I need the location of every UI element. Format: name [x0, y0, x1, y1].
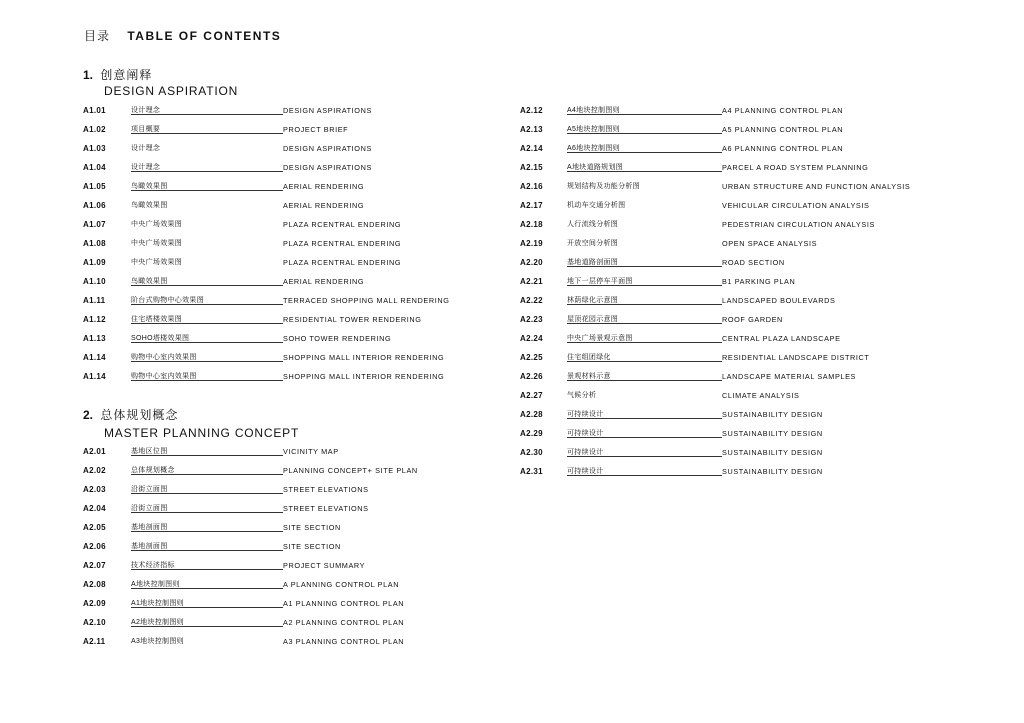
toc-entry-title-en: TERRACED SHOPPING MALL RENDERING — [283, 296, 450, 305]
toc-entry-title-cn: 阶台式购物中心效果图 — [131, 297, 204, 304]
toc-entry — [83, 143, 503, 155]
toc-entry — [520, 466, 940, 478]
toc-entry-code: A2.30 — [520, 448, 543, 457]
toc-entry-code: A2.26 — [520, 372, 543, 381]
toc-entry-title-cn: 气候分析 — [567, 392, 597, 399]
toc-entry-code: A2.04 — [83, 504, 106, 513]
toc-entry-title-en: DESIGN ASPIRATIONS — [283, 163, 372, 172]
toc-entry-code: A2.11 — [83, 637, 106, 646]
toc-entry-title-en: VICINITY MAP — [283, 447, 339, 456]
toc-entry-title-cn: 中央广场景观示意图 — [567, 335, 633, 342]
toc-entry — [83, 541, 503, 553]
toc-entry-title-en: PLAZA RCENTRAL ENDERING — [283, 258, 402, 267]
toc-entry — [83, 484, 503, 496]
toc-entry-code: A2.09 — [83, 599, 106, 608]
section-1-title-en: DESIGN ASPIRATION — [104, 84, 239, 98]
toc-entry — [83, 105, 503, 117]
toc-entry-code: A2.02 — [83, 466, 106, 475]
toc-entry-code: A2.10 — [83, 618, 106, 627]
toc-entry-title-en: AERIAL RENDERING — [283, 182, 365, 191]
toc-entry-code: A2.12 — [520, 106, 543, 115]
toc-entry-title-en: SITE SECTION — [283, 523, 341, 532]
toc-entry — [83, 503, 503, 515]
toc-entry-title-cn: 屋顶花园示意图 — [567, 316, 619, 323]
toc-entry-title-en: SUSTAINABILITY DESIGN — [722, 448, 823, 457]
toc-entry-title-cn: 设计理念 — [131, 145, 161, 152]
toc-entry-code: A2.06 — [83, 542, 106, 551]
toc-entry — [520, 447, 940, 459]
toc-entry — [83, 560, 503, 572]
toc-entry-title-cn: 可持续设计 — [567, 449, 604, 456]
toc-entry — [520, 143, 940, 155]
toc-entry-title-cn: 人行流线分析图 — [567, 221, 619, 228]
toc-entry-code: A1.02 — [83, 125, 106, 134]
toc-entry-code: A1.03 — [83, 144, 106, 153]
toc-entry-title-cn: 地下一层停车平面图 — [567, 278, 633, 285]
toc-entry-title-en: ROOF GARDEN — [722, 315, 783, 324]
toc-entry-code: A2.23 — [520, 315, 543, 324]
toc-entry-title-en: SHOPPING MALL INTERIOR RENDERING — [283, 353, 445, 362]
section-1-title — [83, 66, 152, 83]
toc-entry — [520, 238, 940, 250]
toc-entry — [83, 200, 503, 212]
toc-entry-code: A2.31 — [520, 467, 543, 476]
toc-entry — [83, 295, 503, 307]
toc-entry-title-en: PROJECT BRIEF — [283, 125, 349, 134]
toc-entry-code: A1.06 — [83, 201, 106, 210]
toc-entry-title-en: RESIDENTIAL LANDSCAPE DISTRICT — [722, 353, 870, 362]
toc-entry-title-en: PLANNING CONCEPT+ SITE PLAN — [283, 466, 418, 475]
toc-entry-code: A2.22 — [520, 296, 543, 305]
toc-entry — [83, 314, 503, 326]
toc-entry-title-en: A2 PLANNING CONTROL PLAN — [283, 618, 405, 627]
toc-entry-title-en: AERIAL RENDERING — [283, 201, 365, 210]
toc-entry-title-cn: 设计理念 — [131, 107, 161, 114]
toc-entry — [83, 579, 503, 591]
toc-entry — [520, 219, 940, 231]
toc-header-en: TABLE OF CONTENTS — [127, 29, 282, 43]
toc-entry-title-en: A1 PLANNING CONTROL PLAN — [283, 599, 405, 608]
toc-entry-title-cn: A5地块控制图则 — [567, 126, 620, 133]
toc-header-cn: 目录 — [84, 29, 111, 43]
section-2-number: 2. — [83, 408, 94, 422]
toc-entry-title-en: SUSTAINABILITY DESIGN — [722, 429, 823, 438]
toc-entry — [83, 617, 503, 629]
toc-entry-code: A1.05 — [83, 182, 106, 191]
toc-entry-title-en: A6 PLANNING CONTROL PLAN — [722, 144, 844, 153]
toc-entry — [520, 352, 940, 364]
toc-entry — [520, 333, 940, 345]
toc-entry-code: A1.13 — [83, 334, 106, 343]
toc-entry — [520, 200, 940, 212]
toc-entry-title-en: VEHICULAR CIRCULATION ANALYSIS — [722, 201, 870, 210]
toc-entry-title-cn: A1地块控制图则 — [131, 600, 184, 607]
section-1-number: 1. — [83, 68, 94, 82]
toc-entry-code: A1.04 — [83, 163, 106, 172]
toc-entry-title-cn: 规划结构及功能分析图 — [567, 183, 640, 190]
toc-entry-title-cn: A6地块控制图则 — [567, 145, 620, 152]
toc-entry-title-en: LANDSCAPED BOULEVARDS — [722, 296, 836, 305]
toc-entry — [520, 181, 940, 193]
toc-entry-title-en: B1 PARKING PLAN — [722, 277, 796, 286]
toc-entry — [520, 314, 940, 326]
toc-entry-title-cn: 项目概要 — [131, 126, 161, 133]
toc-entry-title-en: SITE SECTION — [283, 542, 341, 551]
toc-entry-code: A1.01 — [83, 106, 106, 115]
toc-entry-code: A2.28 — [520, 410, 543, 419]
toc-entry — [520, 295, 940, 307]
toc-entry — [83, 162, 503, 174]
toc-entry-title-cn: 林荫绿化示意图 — [567, 297, 619, 304]
toc-entry-title-cn: 中央广场效果图 — [131, 240, 183, 247]
toc-entry-title-en: PEDESTRIAN CIRCULATION ANALYSIS — [722, 220, 875, 229]
toc-entry — [83, 219, 503, 231]
toc-entry-code: A2.24 — [520, 334, 543, 343]
toc-entry-code: A1.10 — [83, 277, 106, 286]
toc-entry-title-cn: SOHO塔楼效果图 — [131, 335, 190, 342]
toc-entry — [520, 105, 940, 117]
toc-entry-title-en: A4 PLANNING CONTROL PLAN — [722, 106, 844, 115]
toc-entry-title-cn: 中央广场效果图 — [131, 259, 183, 266]
toc-entry-title-cn: 住宅组团绿化 — [567, 354, 611, 361]
toc-entry-title-cn: 购物中心室内效果图 — [131, 354, 197, 361]
toc-entry — [520, 162, 940, 174]
toc-entry — [83, 522, 503, 534]
toc-entry-title-cn: A2地块控制图则 — [131, 619, 184, 626]
toc-entry-title-en: PROJECT SUMMARY — [283, 561, 366, 570]
section-2-title-cn: 总体规划概念 — [100, 408, 179, 422]
toc-entry-title-en: A5 PLANNING CONTROL PLAN — [722, 125, 844, 134]
toc-entry-title-en: DESIGN ASPIRATIONS — [283, 144, 372, 153]
toc-entry-code: A2.20 — [520, 258, 543, 267]
toc-entry-title-cn: 中央广场效果图 — [131, 221, 183, 228]
toc-entry-code: A2.07 — [83, 561, 106, 570]
toc-entry-title-cn: 景观材料示意 — [567, 373, 611, 380]
toc-entry-title-en: LANDSCAPE MATERIAL SAMPLES — [722, 372, 857, 381]
toc-entry — [520, 371, 940, 383]
toc-entry-title-cn: 基地剖面图 — [131, 524, 168, 531]
toc-entry-code: A1.11 — [83, 296, 106, 305]
toc-entry-title-cn: 设计理念 — [131, 164, 161, 171]
toc-entry-title-cn: 可持续设计 — [567, 411, 604, 418]
toc-entry-code: A2.17 — [520, 201, 543, 210]
toc-entry-code: A2.29 — [520, 429, 543, 438]
toc-entry-code: A1.08 — [83, 239, 106, 248]
toc-entry-title-cn: 可持续设计 — [567, 430, 604, 437]
toc-entry-title-cn: A4地块控制图则 — [567, 107, 620, 114]
toc-entry — [83, 333, 503, 345]
toc-entry-code: A2.03 — [83, 485, 106, 494]
section-1-title-cn: 创意阐释 — [100, 68, 153, 82]
toc-entry-title-cn: A地块道路规划图 — [567, 164, 624, 171]
toc-entry-title-en: SOHO TOWER RENDERING — [283, 334, 392, 343]
toc-entry — [520, 409, 940, 421]
toc-entry-title-cn: 基地剖面图 — [131, 543, 168, 550]
toc-entry-code: A2.19 — [520, 239, 543, 248]
toc-entry — [83, 257, 503, 269]
toc-entry-title-en: SUSTAINABILITY DESIGN — [722, 410, 823, 419]
toc-entry — [83, 124, 503, 136]
toc-entry-code: A2.15 — [520, 163, 543, 172]
toc-entry — [83, 276, 503, 288]
toc-entry-title-cn: 沿街立面图 — [131, 505, 168, 512]
toc-entry-code: A2.25 — [520, 353, 543, 362]
toc-entry-title-cn: A3地块控制图则 — [131, 638, 184, 645]
toc-entry-code: A1.14 — [83, 372, 106, 381]
toc-entry-title-en: SHOPPING MALL INTERIOR RENDERING — [283, 372, 445, 381]
toc-entry-code: A2.05 — [83, 523, 106, 532]
toc-entry — [520, 257, 940, 269]
toc-entry-title-cn: 鸟瞰效果图 — [131, 278, 168, 285]
toc-entry-title-en: RESIDENTIAL TOWER RENDERING — [283, 315, 422, 324]
toc-entry-title-en: CLIMATE ANALYSIS — [722, 391, 800, 400]
section-2-title-en: MASTER PLANNING CONCEPT — [104, 426, 300, 440]
toc-entry-title-en: OPEN SPACE ANALYSIS — [722, 239, 818, 248]
toc-entry — [520, 390, 940, 402]
toc-entry-title-cn: 沿街立面图 — [131, 486, 168, 493]
toc-entry — [83, 352, 503, 364]
toc-entry — [520, 428, 940, 440]
section-2-title — [83, 406, 178, 423]
toc-entry-title-cn: 鸟瞰效果图 — [131, 183, 168, 190]
toc-entry — [83, 598, 503, 610]
toc-entry-title-en: A PLANNING CONTROL PLAN — [283, 580, 400, 589]
toc-entry — [83, 446, 503, 458]
toc-entry-code: A2.14 — [520, 144, 543, 153]
toc-entry-title-en: STREET ELEVATIONS — [283, 504, 369, 513]
toc-entry-title-en: A3 PLANNING CONTROL PLAN — [283, 637, 405, 646]
toc-entry-code: A1.14 — [83, 353, 106, 362]
toc-entry — [83, 238, 503, 250]
toc-entry-code: A1.07 — [83, 220, 106, 229]
toc-entry-title-cn: 基地道路剖面图 — [567, 259, 619, 266]
toc-entry-title-cn: 鸟瞰效果图 — [131, 202, 168, 209]
toc-entry-title-en: AERIAL RENDERING — [283, 277, 365, 286]
toc-entry — [83, 636, 503, 648]
toc-entry-title-en: CENTRAL PLAZA LANDSCAPE — [722, 334, 841, 343]
toc-entry-title-cn: 开放空间分析图 — [567, 240, 619, 247]
toc-entry-title-en: PLAZA RCENTRAL ENDERING — [283, 220, 402, 229]
toc-entry-code: A2.08 — [83, 580, 106, 589]
toc-entry-code: A1.12 — [83, 315, 106, 324]
toc-entry — [520, 276, 940, 288]
toc-entry-title-cn: 技术经济指标 — [131, 562, 175, 569]
toc-entry-title-cn: 住宅塔楼效果图 — [131, 316, 183, 323]
toc-entry-code: A2.16 — [520, 182, 543, 191]
toc-entry-title-cn: A地块控制图则 — [131, 581, 180, 588]
toc-entry-title-en: URBAN STRUCTURE AND FUNCTION ANALYSIS — [722, 182, 911, 191]
toc-entry-title-en: SUSTAINABILITY DESIGN — [722, 467, 823, 476]
toc-entry-code: A1.09 — [83, 258, 106, 267]
toc-entry-title-cn: 购物中心室内效果图 — [131, 373, 197, 380]
toc-entry-code: A2.27 — [520, 391, 543, 400]
toc-entry-title-en: DESIGN ASPIRATIONS — [283, 106, 372, 115]
toc-entry — [83, 181, 503, 193]
toc-entry — [520, 124, 940, 136]
toc-entry-code: A2.01 — [83, 447, 106, 456]
toc-entry — [83, 465, 503, 477]
toc-entry-title-cn: 机动车交通分析图 — [567, 202, 626, 209]
toc-entry-title-en: PARCEL A ROAD SYSTEM PLANNING — [722, 163, 869, 172]
toc-entry-title-cn: 可持续设计 — [567, 468, 604, 475]
toc-entry-title-cn: 总体规划概念 — [131, 467, 175, 474]
toc-entry — [83, 371, 503, 383]
toc-entry-title-en: STREET ELEVATIONS — [283, 485, 369, 494]
toc-header — [84, 27, 281, 44]
toc-entry-code: A2.18 — [520, 220, 543, 229]
toc-entry-code: A2.13 — [520, 125, 543, 134]
toc-entry-title-cn: 基地区位图 — [131, 448, 168, 455]
toc-entry-code: A2.21 — [520, 277, 543, 286]
toc-entry-title-en: PLAZA RCENTRAL ENDERING — [283, 239, 402, 248]
toc-entry-title-en: ROAD SECTION — [722, 258, 785, 267]
